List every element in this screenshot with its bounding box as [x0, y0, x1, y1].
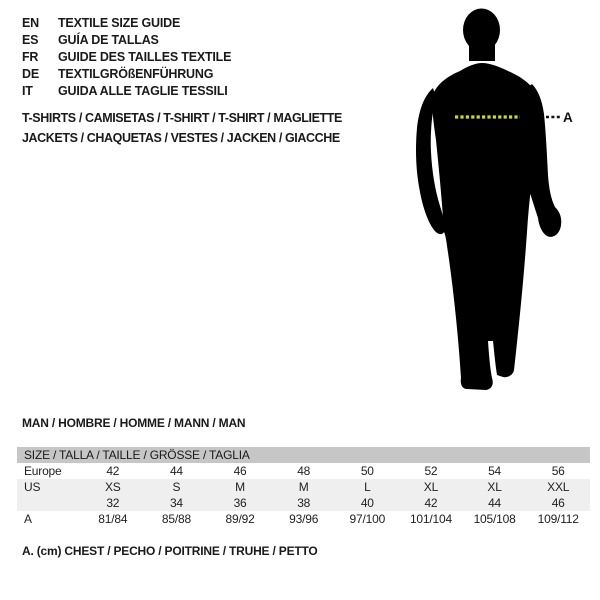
- category-jackets: JACKETS / CHAQUETAS / VESTES / JACKEN / GIACCHE: [22, 131, 340, 145]
- category-tshirts: T-SHIRTS / CAMISETAS / T-SHIRT / T-SHIRT / MAGLIETTE: [22, 111, 342, 125]
- size-cell: 50: [360, 464, 374, 478]
- size-cell: 48: [297, 464, 311, 478]
- language-title: TEXTILE SIZE GUIDE: [58, 16, 181, 30]
- garment-categories: [22, 108, 342, 148]
- table-row-europe: [17, 463, 590, 479]
- language-code: FR: [22, 50, 39, 64]
- language-row-it: [22, 83, 231, 100]
- language-title: GUIDE DES TAILLES TEXTILE: [58, 50, 232, 64]
- language-row-fr: [22, 49, 231, 66]
- silhouette-legs: [444, 232, 527, 390]
- man-silhouette-figure: [400, 0, 580, 410]
- size-cell: 56: [551, 464, 565, 478]
- language-title: TEXTILGRÖßENFÜHRUNG: [58, 67, 214, 81]
- size-table-header: SIZE / TALLA / TAILLE / GRÖSSE / TAGLIA: [17, 447, 590, 463]
- chest-measurement-note: A. (cm) CHEST / PECHO / POITRINE / TRUHE / PETTO: [22, 544, 318, 558]
- table-row-us-letters: [17, 479, 590, 495]
- row-label: Europe: [24, 464, 62, 478]
- size-cell: 32: [106, 496, 120, 510]
- size-cell: M: [235, 480, 245, 494]
- size-cell: S: [172, 480, 181, 494]
- size-cell: 34: [169, 496, 183, 510]
- silhouette-neck: [469, 44, 495, 61]
- silhouette-right-arm: [524, 84, 561, 237]
- size-cell: 42: [424, 496, 438, 510]
- language-row-es: [22, 32, 231, 49]
- language-code: EN: [22, 16, 39, 30]
- size-cell: 42: [106, 464, 120, 478]
- size-cell: 44: [488, 496, 502, 510]
- table-row-us-numbers: [17, 495, 590, 511]
- language-code: DE: [22, 67, 39, 81]
- language-title: GUIDA ALLE TAGLIE TESSILI: [58, 84, 228, 98]
- size-cell: 38: [297, 496, 311, 510]
- size-cell: L: [364, 480, 371, 494]
- size-cell: 52: [424, 464, 438, 478]
- language-row-de: [22, 66, 231, 83]
- size-cell: XL: [423, 480, 439, 494]
- language-code: ES: [22, 33, 39, 47]
- size-cell: 36: [233, 496, 247, 510]
- size-cell: XS: [105, 480, 121, 494]
- row-label: A: [24, 512, 32, 526]
- size-cell: 81/84: [98, 512, 128, 526]
- size-cell: 85/88: [161, 512, 191, 526]
- size-cell: 44: [169, 464, 183, 478]
- size-cell: 54: [488, 464, 502, 478]
- size-cell: XL: [487, 480, 502, 494]
- measure-label-a: A: [563, 110, 573, 125]
- size-cell: XXL: [547, 480, 570, 494]
- row-label: US: [24, 480, 41, 494]
- man-silhouette: [416, 9, 561, 391]
- table-row-chest-a: [17, 511, 590, 527]
- language-code: IT: [22, 84, 33, 98]
- size-table: [17, 447, 590, 527]
- size-cell: 101/104: [409, 512, 452, 526]
- size-cell: 93/96: [289, 512, 319, 526]
- size-cell: M: [298, 480, 309, 494]
- language-list: [22, 15, 231, 100]
- size-cell: 46: [551, 496, 565, 510]
- language-title: GUÍA DE TALLAS: [58, 33, 159, 47]
- size-cell: 40: [360, 496, 374, 510]
- silhouette-torso: [432, 63, 539, 232]
- size-cell: 89/92: [225, 512, 255, 526]
- size-cell: 97/100: [349, 512, 386, 526]
- size-cell: 46: [233, 464, 247, 478]
- section-title-man: MAN / HOMBRE / HOMME / MANN / MAN: [22, 416, 246, 430]
- row-label: [17, 495, 81, 511]
- size-cell: 109/112: [537, 512, 579, 526]
- language-row-en: [22, 15, 231, 32]
- size-cell: 105/108: [473, 512, 516, 526]
